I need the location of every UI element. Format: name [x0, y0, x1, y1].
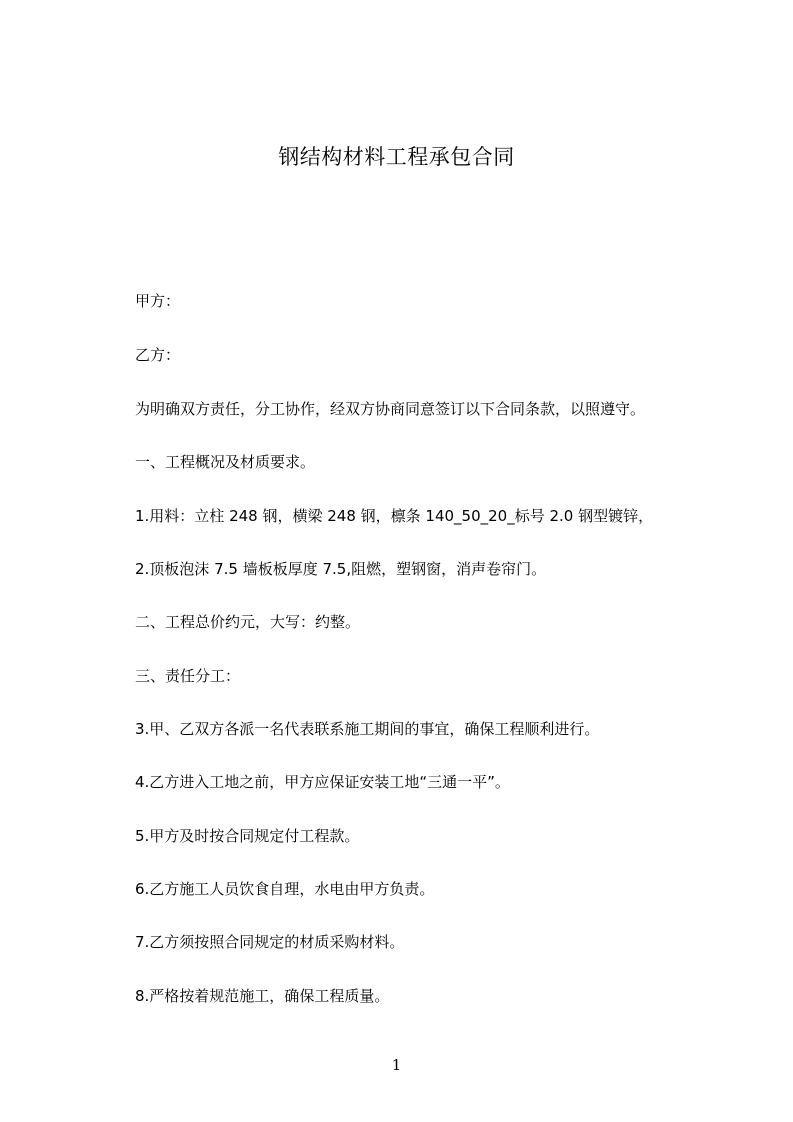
clause-3: 3.甲、乙双方各派一名代表联系施工期间的事宜，确保工程顺利进行。: [135, 720, 600, 738]
clause-4: 4.乙方进入工地之前，甲方应保证安装工地“三通一平”。: [135, 773, 510, 791]
page-number: 1: [391, 1056, 402, 1074]
clause-1: 1.用料：立柱 248 钢，横梁 248 钢，檩条 140_50_20_标号 2.0 钢型镀锌，: [135, 507, 654, 525]
clause-8: 8.严格按着规范施工，确保工程质量。: [135, 987, 390, 1005]
section-3-heading: 三、责任分工：: [135, 667, 241, 685]
document-title: 钢结构材料工程承包合同: [278, 145, 515, 169]
clause-7: 7.乙方须按照合同规定的材质采购材料。: [135, 933, 405, 951]
section-1-heading: 一、工程概况及材质要求。: [135, 453, 316, 471]
section-2-heading: 二、工程总价约元，大写：约整。: [135, 613, 361, 631]
clause-2: 2.顶板泡沫 7.5 墙板板厚度 7.5,阻燃，塑钢窗，消声卷帘门。: [135, 560, 547, 578]
party-b-line: 乙方：: [135, 346, 181, 364]
preamble-paragraph: 为明确双方责任，分工协作，经双方协商同意签订以下合同条款，以照遵守。: [135, 400, 646, 418]
party-a-line: 甲方：: [135, 292, 181, 310]
clause-6: 6.乙方施工人员饮食自理，水电由甲方负责。: [135, 880, 435, 898]
clause-5: 5.甲方及时按合同规定付工程款。: [135, 827, 360, 845]
